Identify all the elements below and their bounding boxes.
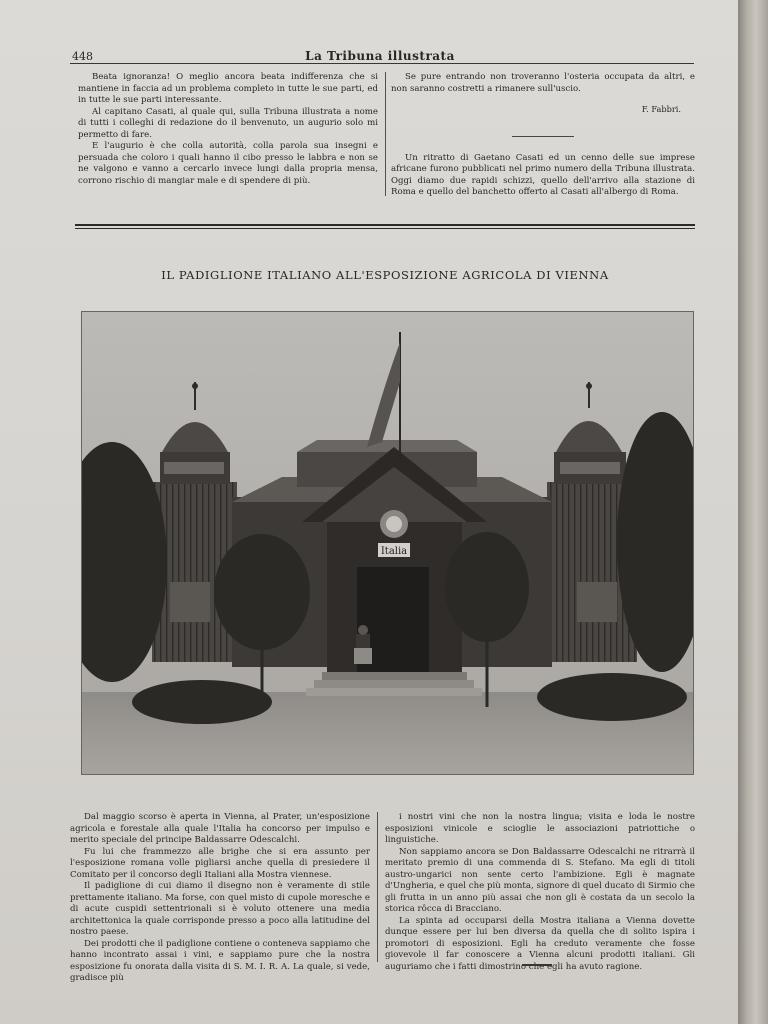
page-number: 448 [72, 50, 93, 63]
column-divider [377, 812, 378, 962]
feature-right-column [385, 812, 695, 973]
author-signature: F. Fabbri. [641, 104, 681, 114]
section-divider [75, 224, 695, 229]
header-rule [70, 63, 694, 64]
pavilion-photograph [81, 311, 694, 775]
editorial-note: Un ritratto di Gaetano Casati ed un cenno delle sue imprese africane furono pubblicati nel primo numero della Tribuna illustrata. Oggi diamo due rapidi schizzi, quello dell'arrivo alla stazione di Roma e quello del banchetto offerto al Casati all'albergo di Roma. [391, 152, 695, 197]
top-article-paragraph: E l'augurio è che colla autorità, colla parola sua insegni e persuada che coloro i quali hanno il cibo presso le labbra e non se ne valgono e vanno a cercarlo invece lungi dalla propria mensa, corrono rischio di mangiar male e di spendere di più. [78, 141, 378, 186]
facing-page-edge [738, 0, 768, 1024]
feature-paragraph: Non sappiamo ancora se Don Baldassarre Odescalchi ne ritrarrà il meritato premio di una commenda di S. Stefano. Ma egli di titoli austro-ungarici non sente certo l'ambizione. Egli è magnate d'Ungheria, e quel che più monta, signore di quel ducato di Sirmio che gli frutta in un anno più assai che non gli è costata da un secolo la storica rôcca di Bracciano. [385, 846, 695, 914]
pavilion-illustration [82, 312, 693, 774]
top-article-paragraph: Al capitano Casati, al quale qui, sulla Tribuna illustrata a nome di tutti i colleghi di redazione do il benvenuto, un augurio solo mi permetto di fare. [78, 106, 378, 140]
feature-paragraph: i nostri vini che non la nostra lingua; visita e loda le nostre esposizioni vinicole e scioglie le associazioni patriottiche o linguistiche. [385, 812, 695, 845]
feature-left-column [70, 812, 370, 985]
article-title: IL PADIGLIONE ITALIANO ALL'ESPOSIZIONE AGRICOLA DI VIENNA [161, 268, 609, 282]
top-article-right-column [391, 72, 695, 199]
column-divider [385, 72, 386, 196]
italia-sign: Italia [380, 546, 408, 557]
feature-paragraph: La spinta ad occuparsi della Mostra italiana a Vienna dovette dunque essere per lui ben diversa da quella che di solito ispira i promotori di esposizioni. Egli ha creduto veramente che fosse giovevole il far conoscere a Vienna alcuni prodotti italiani. Gli auguriamo che i fatti dimostrino che egli ha avuto ragione. [385, 915, 695, 972]
top-article-paragraph: Beata ignoranza! O meglio ancora beata indifferenza che si mantiene in faccia ad un problema completo in tutte le sue parti, ed in tutte le sue parti interessante. [78, 72, 378, 105]
publication-title: La Tribuna illustrata [305, 49, 455, 63]
feature-paragraph: Dal maggio scorso è aperta in Vienna, al Prater, un'esposizione agricola e forestale alla quale l'Italia ha concorso per impulso e merito speciale del principe Baldassarre Odescalchi. [70, 812, 370, 845]
top-article-paragraph: Se pure entrando non troveranno l'osteria occupata da altri, e non saranno costretti a rimanere sull'uscio. [391, 72, 695, 94]
feature-paragraph: Dei prodotti che il padiglione contiene o conteneva sappiamo che hanno incontrato assai i vini, e sappiamo pure che la nostra esposizione fu onorata dalla visita di S. M. I. R. A. La quale, si vede, gradisce più [70, 938, 370, 983]
separator-rule [512, 136, 574, 137]
article-end-mark [522, 964, 552, 966]
feature-paragraph: Fu lui che frammezzo alle brighe che si era assunto per l'esposizione romana volle pigliarsi anche quella di presiedere il Comitato per il concorso degli Italiani alla Mostra viennese. [70, 846, 370, 880]
feature-paragraph: Il padiglione di cui diamo il disegno non è veramente di stile prettamente italiano. Ma forse, con quel misto di cupole moresche e di acute cuspidi settentrionali si è voluto ottenere una media architettonica la quale corrisponde presso a poco alla latitudine del nostro paese. [70, 881, 370, 937]
top-article-left-column [78, 72, 378, 187]
